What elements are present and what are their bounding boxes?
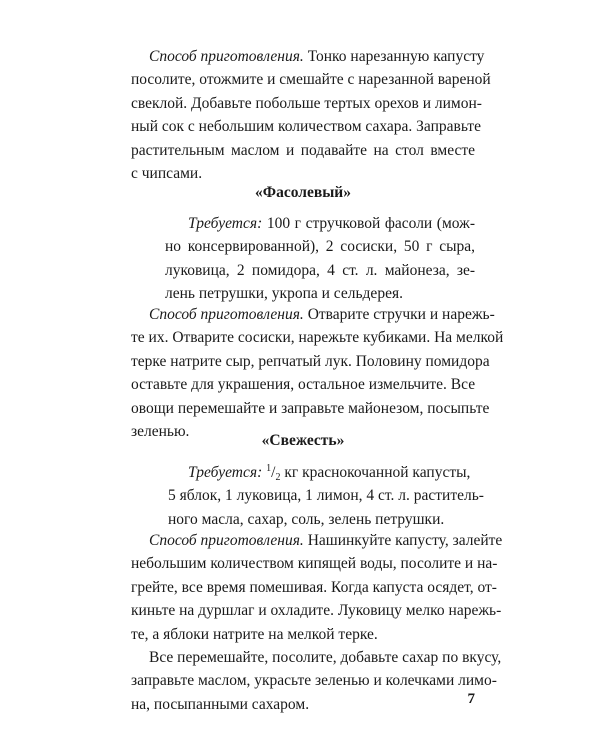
ingredients-line: луковица, 2 помидора, 4 ст. л. майонеза, зе-: [165, 261, 475, 279]
method-line: терке натрите сыр, репчатый лук. Половину помидора: [131, 352, 490, 370]
method-label: Способ приготовления.: [149, 532, 304, 549]
method-paragraph-fasolevy: [131, 303, 504, 443]
method-label: Способ приготовления.: [149, 306, 304, 323]
method-paragraph-previous: [131, 45, 491, 185]
method-label: Способ приготовления.: [149, 48, 304, 65]
method-line: заправьте маслом, украсьте зеленью и колечками лимо-: [131, 672, 497, 690]
ingredients-line: лень петрушки, укропа и сельдерея.: [165, 285, 403, 303]
recipe-title-svezhest: «Свежесть»: [261, 432, 345, 449]
method-line: растительным маслом и подавайте на стол вместе: [131, 141, 475, 159]
method-line: посолите, отожмите и смешайте с нарезанной вареной: [131, 71, 491, 89]
method-line: на, посыпанными сахаром.: [131, 695, 310, 713]
ingredients-line: Требуется: $^1/_2$ кг краснокочанной капусты,: [188, 463, 471, 483]
method-line: Способ приготовления. Отварите стручки и нарежь-: [149, 306, 495, 323]
method-line: оставьте для украшения, остальное измельчите. Все: [131, 376, 476, 394]
method-line: Все перемешайте, посолите, добавьте сахар по вкусу,: [149, 648, 502, 666]
method-line: Способ приготовления. Нашинкуйте капусту, залейте: [149, 532, 503, 549]
method-line: небольшим количеством кипящей воды, посолите и на-: [131, 555, 498, 573]
fraction-numerator: 1: [266, 463, 272, 474]
fraction-denominator: 2: [275, 472, 281, 483]
method-line: свеклой. Добавьте побольше тертых орехов и лимон-: [131, 94, 482, 112]
ingredients-line: 5 яблок, 1 луковица, 1 лимон, 4 ст. л. раститель-: [168, 487, 484, 505]
method-line: зеленью.: [131, 422, 190, 440]
method-line: те, а яблоки натрите на мелкой терке.: [131, 625, 378, 643]
method-line: с чипсами.: [131, 164, 203, 182]
requires-label: Требуется:: [188, 215, 263, 232]
method-line: киньте на дуршлаг и охладите. Луковицу мелко нарежь-: [131, 602, 502, 620]
method-line: овощи перемешайте и заправьте майонезом, посыпьте: [131, 399, 490, 417]
method-line: Способ приготовления. Тонко нарезанную капусту: [149, 48, 485, 65]
method-line: ный сок с небольшим количеством сахара. Заправьте: [131, 118, 481, 136]
ingredients-block-fasolevy: [165, 212, 475, 306]
method-line: грейте, все время помешивая. Когда капуста осядет, от-: [131, 578, 497, 596]
ingredients-block-svezhest: [168, 461, 484, 531]
fraction-slash: /: [271, 464, 276, 481]
requires-label: Требуется:: [188, 464, 263, 481]
page-number: 7: [467, 691, 475, 707]
ingredients-line: Требуется: 100 г стручковой фасоли (мож-: [188, 215, 476, 232]
method-line: те их. Отварите сосиски, нарежьте кубиками. На мелкой: [131, 329, 504, 347]
method-paragraph-svezhest: [131, 529, 503, 716]
ingredients-line: но консервированной), 2 сосиски, 50 г сыра,: [165, 238, 475, 256]
ingredients-line: ного масла, сахар, соль, зелень петрушки.: [168, 510, 445, 528]
recipe-title-fasolevy: «Фасолевый»: [255, 184, 351, 201]
